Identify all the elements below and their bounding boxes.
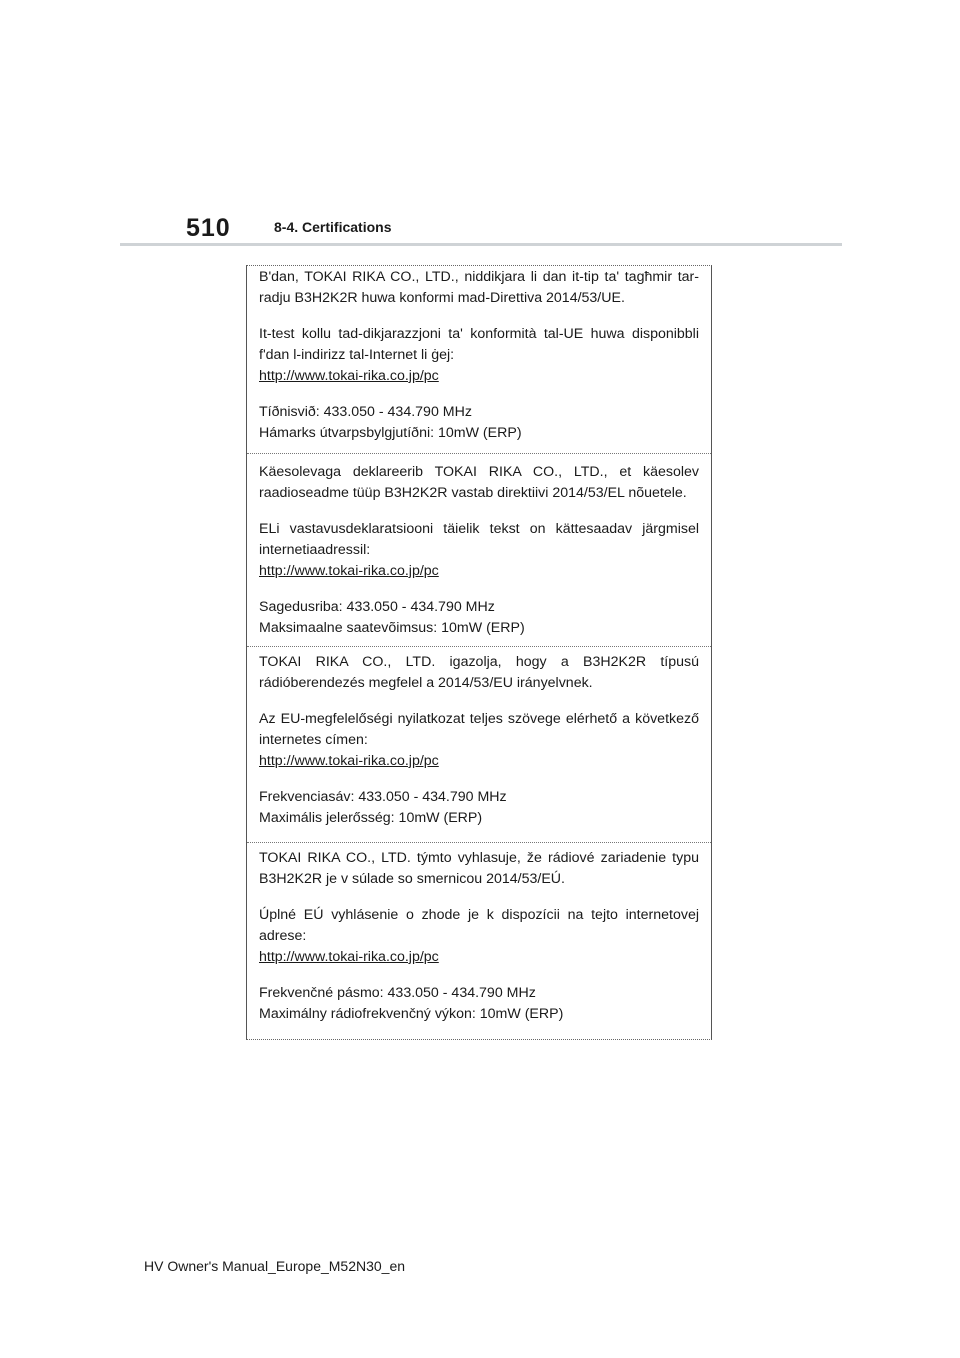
full-text-label: It-test kollu tad-dikjarazzjoni ta' konformità tal-UE huwa disponibbli f'dan l-indirizz tal-Internet li ġej: (259, 326, 699, 363)
full-text-notice (259, 519, 699, 582)
full-text-notice (259, 709, 699, 772)
spec-group (259, 787, 699, 829)
frequency-band: Frekvenciasáv: 433.050 - 434.790 MHz (259, 789, 507, 805)
declaration-link[interactable]: http://www.tokai-rika.co.jp/pc (259, 368, 439, 384)
full-text-notice (259, 905, 699, 968)
full-text-label: Az EU-megfelelőségi nyilatkozat teljes szövege elérhető a következő internetes címen: (259, 711, 699, 748)
max-power: Maximális jelerősség: 10mW (ERP) (259, 810, 483, 826)
declaration-text: B'dan, TOKAI RIKA CO., LTD., niddikjara li dan it-tip ta' tagħmir tar-radju B3H2K2R huwa konformi mad-Direttiva 2014/53/UE. (259, 269, 699, 306)
spec-group (259, 402, 699, 444)
spec-group (259, 983, 699, 1025)
max-power: Maksimaalne saatevõimsus: 10mW (ERP) (259, 620, 525, 636)
cert-block-maltese (247, 266, 711, 452)
frequency-band: Frekvenčné pásmo: 433.050 - 434.790 MHz (259, 985, 536, 1001)
cert-block-hungarian (247, 646, 711, 841)
spec-group (259, 597, 699, 639)
declaration-link[interactable]: http://www.tokai-rika.co.jp/pc (259, 949, 439, 965)
header-divider (120, 243, 842, 246)
frequency-band: Tíðnisvið: 433.050 - 434.790 MHz (259, 404, 472, 420)
cert-block-estonian (247, 453, 711, 645)
max-power: Maximálny rádiofrekvenčný výkon: 10mW (ERP) (259, 1006, 564, 1022)
declaration-link[interactable]: http://www.tokai-rika.co.jp/pc (259, 753, 439, 769)
full-text-label: ELi vastavusdeklaratsiooni täielik tekst on kättesaadav järgmisel internetiaadressil: (259, 521, 699, 558)
section-title: 8-4. Certifications (274, 219, 392, 235)
declaration-text: TOKAI RIKA CO., LTD. týmto vyhlasuje, že rádiové zariadenie typu B3H2K2R je v súlade so smernicou 2014/53/EÚ. (259, 850, 699, 887)
declaration-text: TOKAI RIKA CO., LTD. igazolja, hogy a B3H2K2R típusú rádióberendezés megfelel a 2014/53/EU irányelvnek. (259, 654, 699, 691)
frequency-band: Sagedusriba: 433.050 - 434.790 MHz (259, 599, 495, 615)
certification-box (246, 265, 712, 1040)
page-number: 510 (186, 214, 231, 242)
full-text-notice (259, 324, 699, 387)
full-text-label: Úplné EÚ vyhlásenie o zhode je k dispozícii na tejto internetovej adrese: (259, 907, 699, 944)
max-power: Hámarks útvarpsbylgjutíðni: 10mW (ERP) (259, 425, 522, 441)
cert-block-slovak (247, 842, 711, 1038)
declaration-link[interactable]: http://www.tokai-rika.co.jp/pc (259, 563, 439, 579)
page-header (0, 210, 960, 250)
declaration-text: Käesolevaga deklareerib TOKAI RIKA CO., LTD., et käesolev raadioseadme tüüp B3H2K2R vastab direktiivi 2014/53/EL nõuetele. (259, 464, 699, 501)
manual-footer: HV Owner's Manual_Europe_M52N30_en (144, 1258, 406, 1274)
